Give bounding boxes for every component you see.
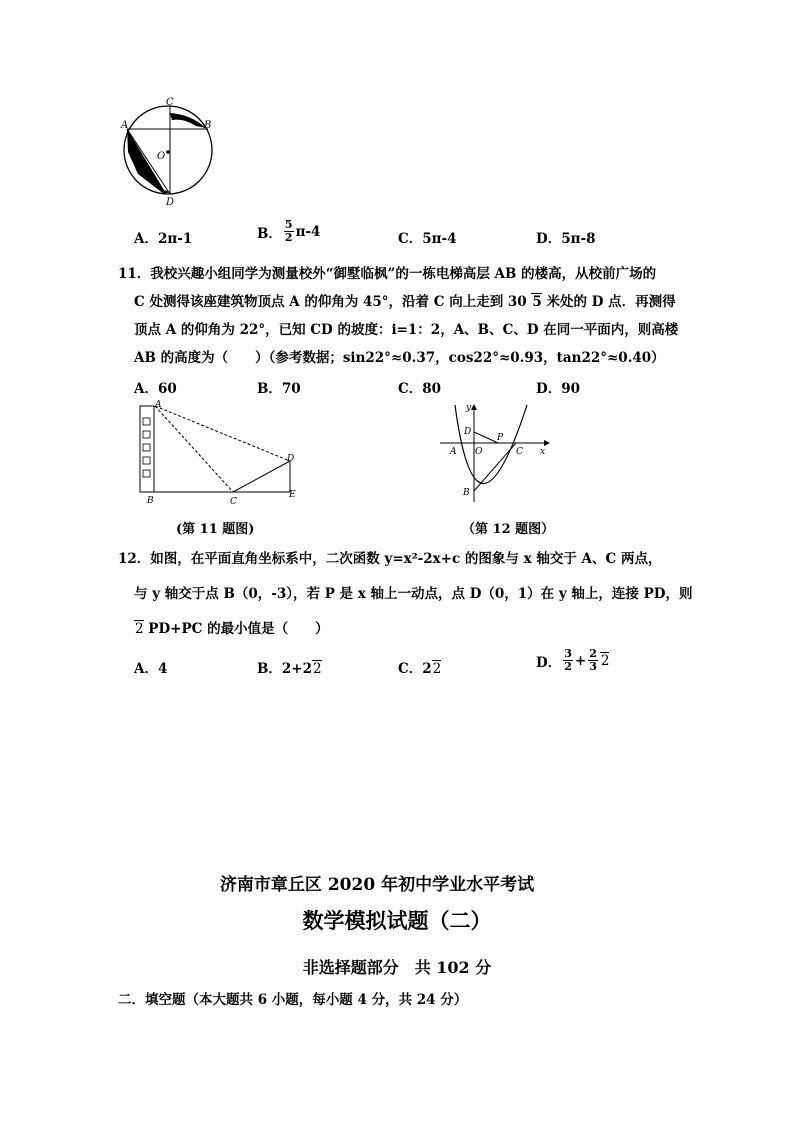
q12-option-d-plus: + <box>574 652 587 669</box>
q10-circle-figure <box>118 94 218 206</box>
q11-option-b: B．70 <box>257 381 301 397</box>
label-b: B <box>463 488 470 498</box>
fraction-num: 2 <box>589 647 597 660</box>
q12-option-a: A．4 <box>134 661 168 677</box>
q12-option-d-sqrt: 2 <box>600 653 610 669</box>
q12-option-c-sqrt: 2 <box>432 661 442 677</box>
window <box>143 431 150 438</box>
q10-option-b-suffix: π-4 <box>295 223 321 240</box>
q12-line-3-text: PD+PC 的最小值是（ ） <box>148 621 329 637</box>
label-e: E <box>289 490 296 500</box>
fraction-den: 2 <box>284 231 293 244</box>
q11-sqrt: 5 <box>532 294 542 310</box>
q12-sqrt: 2 <box>135 621 144 637</box>
exam-subtitle: 非选择题部分 共 102 分 <box>302 958 492 977</box>
segment-dp <box>474 432 498 443</box>
q10-option-b-fraction <box>284 219 294 244</box>
q11-line-2a: C 处测得该座建筑物顶点 A 的仰角为 45°，沿着 C 向上走到 30 <box>134 294 527 310</box>
x-axis-arrow <box>544 440 550 446</box>
q12-option-c <box>398 657 441 677</box>
q12-option-d-fraction-2 <box>588 648 598 673</box>
sight-line-ac <box>155 406 233 492</box>
label-o: O <box>157 151 166 162</box>
q11-option-c: C．80 <box>398 381 442 397</box>
q10-option-d: D．5π-8 <box>536 231 596 247</box>
sight-line-ad <box>155 406 290 461</box>
building <box>140 406 154 492</box>
q12-caption: （第 12 题图） <box>462 522 555 537</box>
q12-line-3 <box>134 619 329 640</box>
q12-line-1: 12．如图，在平面直角坐标系中，二次函数 y=x²-2x+c 的图象与 x 轴交于 A、C 两点， <box>118 551 662 567</box>
window <box>143 470 150 477</box>
q12-option-b-prefix: B．2+2 <box>257 661 313 677</box>
q11-line-1: 11．我校兴趣小组同学为测量校外“御墅临枫”的一栋电梯高层 AB 的楼高，从校前广场的 <box>118 266 657 282</box>
q11-line-3: 顶点 A 的仰角为 22°，已知 CD 的坡度：i=1：2，A、B、C、D 在同一平面内，则高楼 <box>134 322 679 338</box>
label-c: C <box>516 447 523 457</box>
q12-parabola-figure <box>440 402 550 502</box>
q12-option-b-sqrt: 2 <box>313 661 322 677</box>
q11-line-4: AB 的高度为（ ）（参考数据；sin22°≈0.37，cos22°≈0.93，tan22°≈0.40） <box>134 350 665 366</box>
label-b: B <box>204 120 212 131</box>
label-c: C <box>166 97 174 108</box>
label-c: C <box>230 497 237 506</box>
label-a: A <box>155 400 162 410</box>
label-p: P <box>497 433 504 443</box>
label-a: A <box>121 120 129 131</box>
fraction-den: 2 <box>564 660 572 673</box>
window <box>143 444 150 451</box>
q12-line-2: 与 y 轴交于点 B（0，-3），若 P 是 x 轴上一动点，点 D（0，1）在 y 轴上，连接 PD，则 <box>134 586 693 602</box>
q12-option-d-fraction-1 <box>563 648 573 673</box>
q10-option-b <box>257 219 320 244</box>
label-d: D <box>166 197 175 206</box>
q11-option-d: D．90 <box>536 381 580 397</box>
label-x: x <box>540 447 546 457</box>
window <box>143 457 150 464</box>
label-y: y <box>466 403 472 413</box>
window <box>143 418 150 425</box>
label-o: O <box>475 447 483 457</box>
q11-building-figure <box>135 398 305 506</box>
label-d: D <box>287 454 295 464</box>
exam-header: 济南市章丘区 2020 年初中学业水平考试 <box>219 875 535 895</box>
q11-line-2b: 米处的 D 点．再测得 <box>546 294 676 310</box>
q12-option-c-prefix: C．2 <box>398 661 432 677</box>
fraction-den: 3 <box>589 660 597 673</box>
q11-option-a: A．60 <box>134 381 177 397</box>
section-heading: 二．填空题（本大题共 6 小题，每小题 4 分，共 24 分） <box>118 992 468 1008</box>
q11-caption: (第 11 题图) <box>176 522 255 537</box>
label-a: A <box>450 447 457 457</box>
y-axis-arrow <box>471 404 477 410</box>
q10-option-c: C．5π-4 <box>398 231 457 247</box>
q12-option-d <box>536 648 609 673</box>
q12-option-d-prefix: D． <box>536 654 562 671</box>
slope-cd <box>233 461 290 492</box>
label-d: D <box>464 427 472 437</box>
q10-option-a: A．2π-1 <box>134 231 193 247</box>
fraction-num: 5 <box>284 218 293 231</box>
fraction-num: 3 <box>564 647 572 660</box>
center-point <box>166 150 170 154</box>
exam-title: 数学模拟试题（二） <box>302 908 492 933</box>
label-b: B <box>147 496 154 506</box>
q10-option-b-prefix: B． <box>257 225 282 242</box>
q12-option-b <box>257 657 322 677</box>
q11-line-2 <box>134 292 676 313</box>
